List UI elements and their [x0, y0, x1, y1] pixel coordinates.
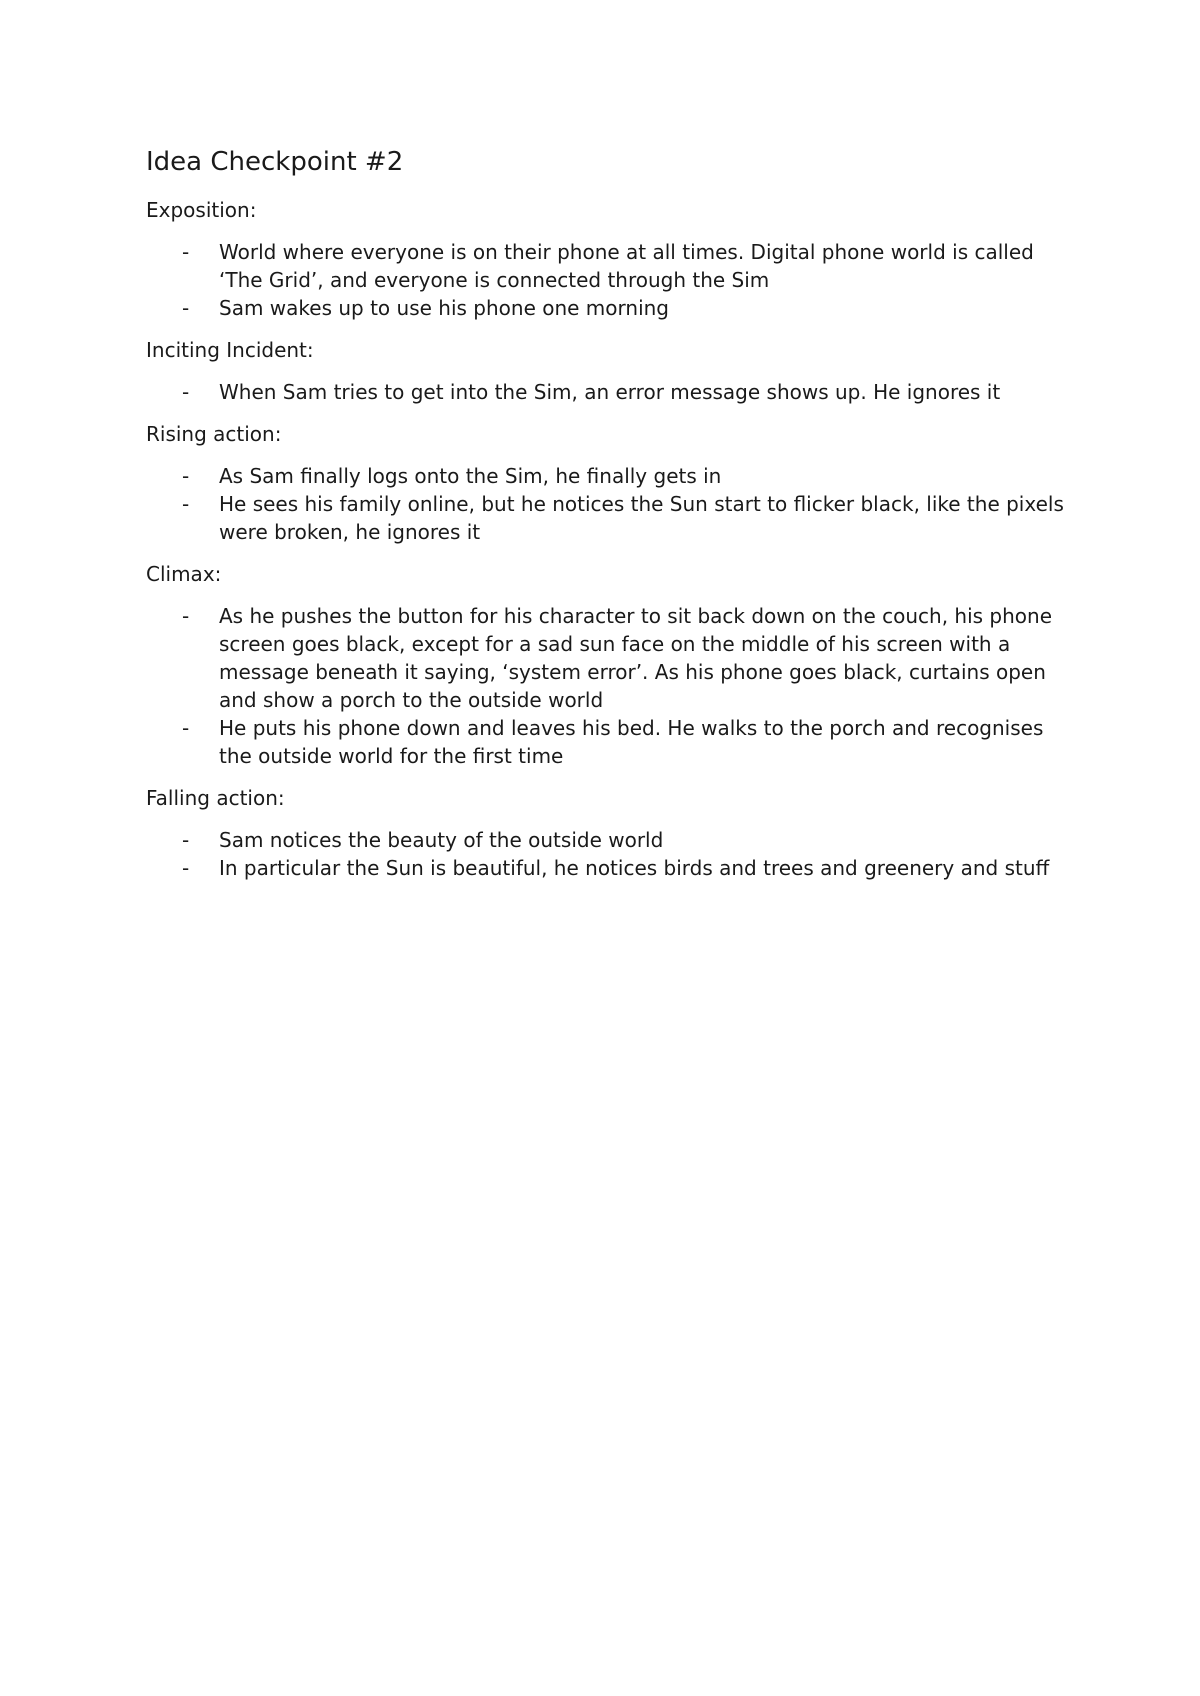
- bullet-item: [146, 238, 1076, 294]
- bullet-item: [146, 602, 1076, 714]
- bullet-dash: -: [182, 464, 190, 488]
- bullet-text: In particular the Sun is beautiful, he notices birds and trees and greenery and stuff: [219, 856, 1050, 880]
- bullet-list: [146, 378, 1076, 406]
- bullet-dash: -: [182, 604, 190, 628]
- bullet-text: When Sam tries to get into the Sim, an error message shows up. He ignores it: [219, 380, 1001, 404]
- bullet-dash: -: [182, 492, 190, 516]
- bullet-text: He sees his family online, but he notices the Sun start to flicker black, like the pixels were broken, he ignores it: [219, 492, 1064, 544]
- bullet-dash: -: [182, 856, 190, 880]
- bullet-text: He puts his phone down and leaves his bed. He walks to the porch and recognises the outside world for the first time: [219, 716, 1044, 768]
- bullet-item: [146, 854, 1076, 882]
- section-falling-action: [146, 784, 1076, 882]
- bullet-dash: -: [182, 716, 190, 740]
- section-heading: Falling action:: [146, 786, 285, 810]
- bullet-dash: -: [182, 240, 190, 264]
- section-inciting-incident: [146, 336, 1076, 406]
- bullet-item: [146, 826, 1076, 854]
- section-heading: Inciting Incident:: [146, 338, 314, 362]
- bullet-text: Sam notices the beauty of the outside world: [219, 828, 664, 852]
- document-title: Idea Checkpoint #2: [146, 147, 404, 177]
- bullet-dash: -: [182, 296, 190, 320]
- bullet-item: [146, 714, 1076, 770]
- bullet-item: [146, 490, 1076, 546]
- bullet-item: [146, 378, 1076, 406]
- bullet-text: World where everyone is on their phone at all times. Digital phone world is called ‘The Grid’, and everyone is connected through the Sim: [219, 240, 1034, 292]
- section-climax: [146, 560, 1076, 770]
- bullet-text: As Sam finally logs onto the Sim, he finally gets in: [219, 464, 722, 488]
- bullet-item: [146, 462, 1076, 490]
- document-page: [146, 144, 1076, 896]
- section-exposition: [146, 196, 1076, 322]
- bullet-item: [146, 294, 1076, 322]
- section-rising-action: [146, 420, 1076, 546]
- bullet-text: As he pushes the button for his character to sit back down on the couch, his phone screen goes black, except for a sad sun face on the middle of his screen with a message beneath it saying, ‘system error’. As his phone goes black, curtains open and show a porch to the outside world: [219, 604, 1053, 712]
- bullet-text: Sam wakes up to use his phone one morning: [219, 296, 669, 320]
- bullet-list: [146, 826, 1076, 882]
- bullet-list: [146, 602, 1076, 770]
- bullet-dash: -: [182, 828, 190, 852]
- bullet-list: [146, 238, 1076, 322]
- bullet-dash: -: [182, 380, 190, 404]
- section-heading: Climax:: [146, 562, 222, 586]
- bullet-list: [146, 462, 1076, 546]
- section-heading: Exposition:: [146, 198, 257, 222]
- section-heading: Rising action:: [146, 422, 282, 446]
